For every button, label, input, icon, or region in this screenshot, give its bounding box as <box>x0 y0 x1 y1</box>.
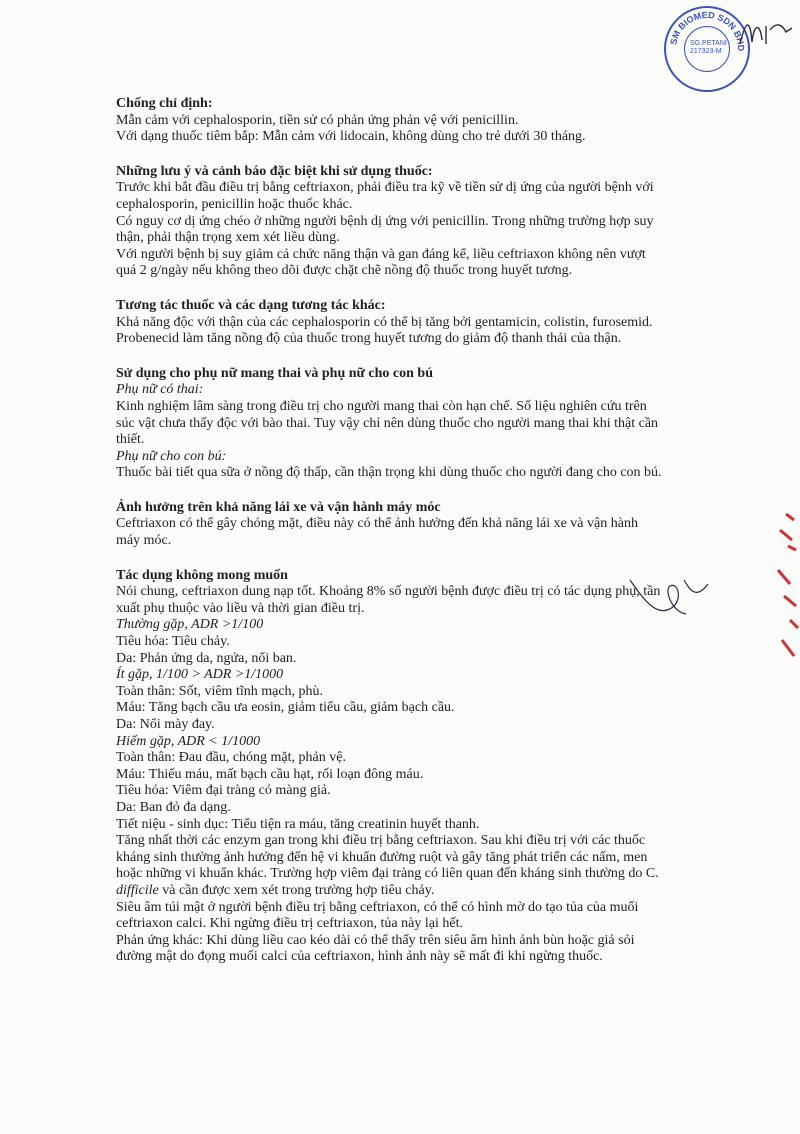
text-line: Toàn thân: Đau đầu, chóng mặt, phản vệ. <box>116 750 346 766</box>
section-interactions <box>116 298 716 348</box>
text-line: Da: Ban đỏ đa dạng. <box>116 799 231 815</box>
signature-top <box>736 14 796 54</box>
section-pregnancy <box>116 366 716 482</box>
text-line: Probenecid làm tăng nồng độ của thuốc trong huyết tương do giảm độ thanh thải của thận. <box>116 331 622 347</box>
heading-pregnancy: Sử dụng cho phụ nữ mang thai và phụ nữ cho con bú <box>116 365 433 381</box>
text-line: Với dạng thuốc tiêm bắp: Mẫn cảm với lidocain, không dùng cho trẻ dưới 30 tháng. <box>116 129 586 145</box>
text-line <box>116 883 716 900</box>
text-line: thận, phải thận trọng xem xét liều dùng. <box>116 230 340 246</box>
red-stamp-edge <box>766 510 800 670</box>
document-body <box>116 96 716 984</box>
text-line: Mẫn cảm với cephalosporin, tiền sử có phản ứng phản vệ với penicillin. <box>116 112 519 128</box>
text-line: Máu: Tăng bạch cầu ưa eosin, giảm tiểu cầu, giảm bạch cầu. <box>116 700 455 716</box>
text-line: Toàn thân: Sốt, viêm tĩnh mạch, phù. <box>116 683 324 699</box>
subheading-pregnant: Phụ nữ có thai: <box>116 382 204 398</box>
text-line: hoặc những vi khuẩn khác. Trường hợp viêm đại tràng có liên quan đến kháng sinh thường do C. <box>116 866 659 882</box>
text-line: ceftriaxon calci. Khi ngừng điều trị ceftriaxon, tủa này lại hết. <box>116 916 463 932</box>
heading-adverse-effects: Tác dụng không mong muốn <box>116 567 288 583</box>
section-warnings <box>116 164 716 280</box>
heading-contraindications: Chống chỉ định: <box>116 96 213 111</box>
text-line: Phản ứng khác: Khi dùng liều cao kéo dài có thể thấy trên siêu âm hình ảnh bùn hoặc giả sỏi <box>116 932 635 948</box>
section-adverse-effects <box>116 568 716 966</box>
text-italic-difficile: difficile <box>116 882 159 898</box>
section-contraindications <box>116 96 716 146</box>
subheading-breastfeeding: Phụ nữ cho con bú: <box>116 448 227 464</box>
text-line: quá 2 g/ngày nếu không theo dõi được chặt chẽ nồng độ thuốc trong huyết tương. <box>116 263 573 279</box>
heading-interactions: Tương tác thuốc và các dạng tương tác khác: <box>116 297 386 313</box>
text-line: Trước khi bắt đầu điều trị bằng ceftriaxon, phải điều tra kỹ về tiền sử dị ứng của người bệnh với <box>116 180 654 196</box>
label-uncommon: Ít gặp, 1/100 > ADR >1/1000 <box>116 667 284 683</box>
text-difficile-rest: và cần được xem xét trong trường hợp tiêu chảy. <box>158 882 435 898</box>
text-line: Tiêu hóa: Tiêu chảy. <box>116 634 230 650</box>
text-line: Da: Nổi mày đay. <box>116 717 215 732</box>
text-line: Nói chung, ceftriaxon dung nạp tốt. Khoảng 8% số người bệnh được điều trị có tác dụng phụ, tần <box>116 584 661 600</box>
text-line: Thuốc bài tiết qua sữa ở nồng độ thấp, cần thận trọng khi dùng thuốc cho người đang cho con bú. <box>116 465 662 481</box>
text-line: đường mật do đọng muối calci của ceftriaxon, hình ảnh này sẽ mất đi khi ngừng thuốc. <box>116 949 603 965</box>
stamp-code: SG.PETANI 217323-M <box>690 40 727 55</box>
text-line: Da: Phản ứng da, ngứa, nổi ban. <box>116 650 297 666</box>
text-line: Khả năng độc với thận của các cephalosporin có thể bị tăng bởi gentamicin, colistin, furosemid. <box>116 314 653 330</box>
label-common: Thường gặp, ADR >1/100 <box>116 617 264 633</box>
text-line: cephalosporin, penicillin hoặc thuốc khác. <box>116 196 353 212</box>
heading-driving: Ảnh hưởng trên khả năng lái xe và vận hành máy móc <box>116 499 441 515</box>
text-line: súc vật chưa thấy độc với bào thai. Tuy vậy chỉ nên dùng thuốc cho người mang thai khi thật cần <box>116 415 659 431</box>
text-line: xuất phụ thuộc vào liều và thời gian điều trị. <box>116 600 365 616</box>
text-line: Kinh nghiệm lâm sàng trong điều trị cho người mang thai còn hạn chế. Số liệu nghiên cứu trên <box>116 398 647 414</box>
svg-text:SM BIOMED SDN BHD: SM BIOMED SDN BHD <box>668 9 747 52</box>
text-line: thiết. <box>116 432 145 448</box>
text-line: Tiêu hóa: Viêm đại tràng có màng giả. <box>116 783 331 799</box>
text-line: máy móc. <box>116 533 172 549</box>
text-line: Với người bệnh bị suy giảm cả chức năng thận và gan đáng kể, liều ceftriaxon không nên vượt <box>116 246 646 262</box>
text-line: Ceftriaxon có thể gây chóng mặt, điều này có thể ảnh hưởng đến khả năng lái xe và vận hành <box>116 516 638 532</box>
text-line: Có nguy cơ dị ứng chéo ở những người bệnh dị ứng với penicillin. Trong những trường hợp suy <box>116 213 654 229</box>
text-line: Tiết niệu - sinh dục: Tiểu tiện ra máu, tăng creatinin huyết thanh. <box>116 816 480 832</box>
text-line: Tăng nhất thời các enzym gan trong khi điều trị bằng ceftriaxon. Sau khi điều trị với các thuốc <box>116 833 646 849</box>
text-line: kháng sinh thường ảnh hưởng đến hệ vi khuẩn đường ruột và gây tăng phát triển các nấm, men <box>116 849 648 865</box>
label-rare: Hiếm gặp, ADR < 1/1000 <box>116 733 261 749</box>
text-line: Siêu âm túi mật ở người bệnh điều trị bằng ceftriaxon, có thể có hình mờ do tạo tủa của muối <box>116 899 639 915</box>
section-driving <box>116 500 716 550</box>
heading-warnings: Những lưu ý và cảnh báo đặc biệt khi sử dụng thuốc: <box>116 163 433 179</box>
text-line: Máu: Thiếu máu, mất bạch cầu hạt, rối loạn đông máu. <box>116 766 424 782</box>
